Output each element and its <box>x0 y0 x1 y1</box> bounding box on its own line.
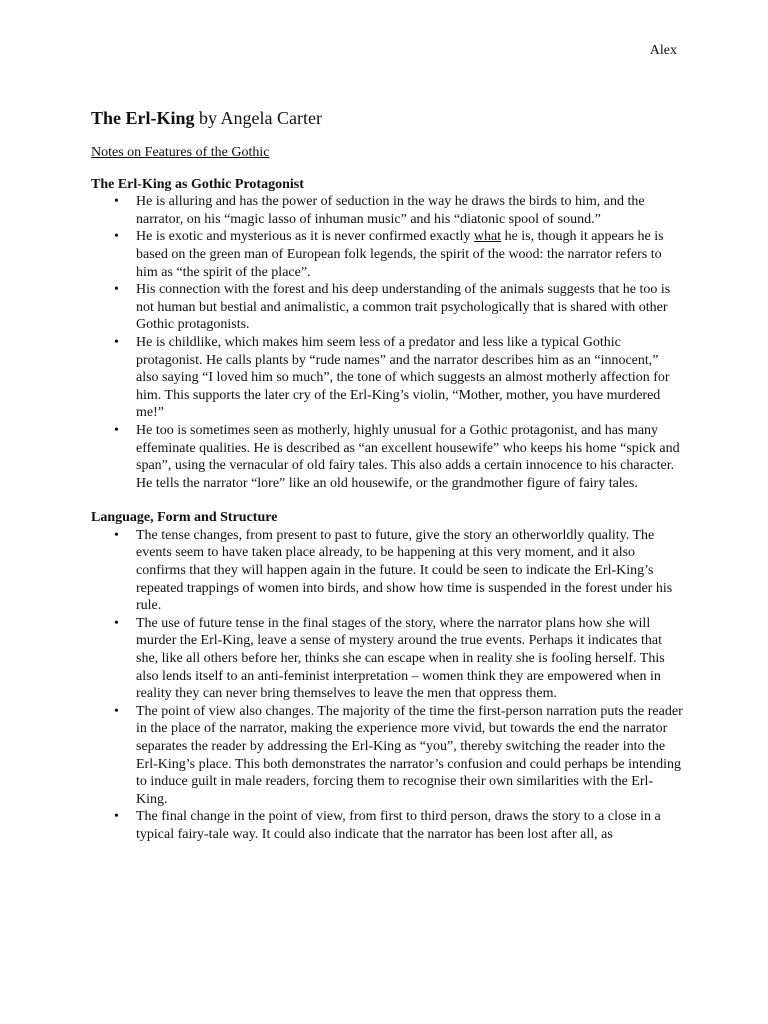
list-item-text: The use of future tense in the final stages of the story, where the narrator plans how she will murder the Erl-King, leave a sense of mystery around the true events. Perhaps it indicates that she, like all others before her, thinks she can escape when in reality she is fooling herself. This also lends itself to an anti-feminist interpretation – women think they are empowered when in reality they can never bring themselves to leave the men that oppress them. <box>136 615 665 702</box>
list-item-text-after: he is, though it appears he is based on the green man of European folk legends, the spirit of the wood: the narrator refers to him as “the spirit of the place”. <box>136 229 664 280</box>
list-item-text: The point of view also changes. The majority of the time the first-person narration puts the reader in the place of the narrator, making the experience more vivid, but towards the end the narrator separates the reader by addressing the Erl-King as “you”, thereby switching the reader into the Erl-King’s place. This both demonstrates the narrator’s confusion and could perhaps be intending to induce guilt in male readers, forcing them to recognise their own similarities with the Erl-King. <box>136 703 683 807</box>
document-subtitle: Notes on Features of the Gothic <box>91 145 270 160</box>
list-item <box>91 334 683 422</box>
document-title <box>91 106 683 130</box>
document-body <box>91 106 683 861</box>
bullet-icon: • <box>114 422 119 438</box>
bullet-icon: • <box>114 615 119 631</box>
bullet-icon: • <box>114 703 119 719</box>
list-item <box>91 422 683 492</box>
bullet-icon: • <box>114 229 119 245</box>
bullet-icon: • <box>114 194 119 210</box>
list-item <box>91 808 683 843</box>
list-item <box>91 228 683 281</box>
bullet-list-gothic-protagonist <box>91 193 683 492</box>
header-author: Alex <box>649 43 677 58</box>
bullet-icon: • <box>114 282 119 298</box>
list-item-text: His connection with the forest and his deep understanding of the animals suggests that he too is not human but bestial and animalistic, a common trait psychologically that is shared with other Gothic protagonists. <box>136 282 671 333</box>
list-item <box>91 527 683 615</box>
title-byline: by Angela Carter <box>194 108 322 128</box>
list-item-text: He too is sometimes seen as motherly, highly unusual for a Gothic protagonist, and has many effeminate qualities. He is described as “an excellent housewife” who keeps his home “spick and span”, using the vernacular of old fairy tales. This also adds a certain innocence to his character. He tells the narrator “lore” like an old housewife, or the grandmother figure of fairy tales. <box>136 422 680 491</box>
section-heading-gothic-protagonist: The Erl-King as Gothic Protagonist <box>91 176 304 192</box>
list-item-text: The tense changes, from present to past to future, give the story an otherworldly quality. The events seem to have taken place already, to be happening at this very moment, and it also confirms that they will happen again in the future. It could be seen to indicate the Erl-King’s repeated trappings of women into birds, and show how time is suspended in the forest under his rule. <box>136 527 673 614</box>
list-item <box>91 615 683 703</box>
list-item <box>91 193 683 228</box>
bullet-list-language-form-structure <box>91 527 683 844</box>
list-item-text: He is childlike, which makes him seem less of a predator and less like a typical Gothic protagonist. He calls plants by “rude names” and the narrator describes him as an “innocent,” also saying “I loved him so much”, the tone of which suggests an almost motherly affection for him. This supports the later cry of the Erl-King’s violin, “Mother, mother, you have murdered me!” <box>136 334 670 421</box>
bullet-icon: • <box>114 334 119 350</box>
list-item-text-before: He is exotic and mysterious as it is never confirmed exactly <box>136 229 474 245</box>
list-item <box>91 281 683 334</box>
title-main: The Erl-King <box>91 108 195 128</box>
list-item-text: He is alluring and has the power of seduction in the way he draws the birds to him, and the narrator, on his “magic lasso of inhuman music” and his “diatonic spool of sound.” <box>136 194 645 227</box>
bullet-icon: • <box>114 527 119 543</box>
bullet-icon: • <box>114 809 119 825</box>
list-item-text: The final change in the point of view, from first to third person, draws the story to a close in a typical fairy-tale way. It could also indicate that the narrator has been lost after all, as <box>136 809 661 842</box>
section-heading-language-form-structure: Language, Form and Structure <box>91 510 278 526</box>
list-item <box>91 703 683 809</box>
underlined-word: what <box>473 229 502 245</box>
